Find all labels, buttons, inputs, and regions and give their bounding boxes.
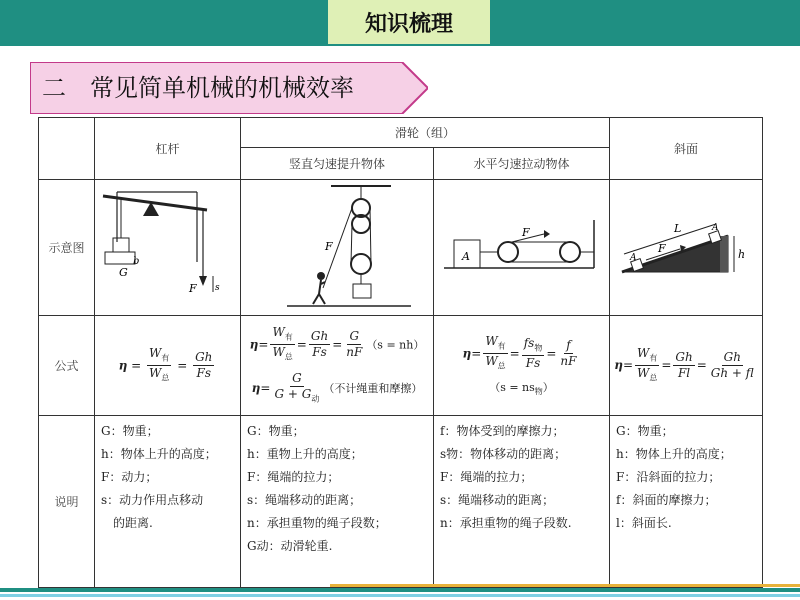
section-title: 二 常见简单机械的机械效率 [42,74,354,102]
explain-line: s：动力作用点移动 [101,493,204,507]
row-label-formula: 公式 [39,316,95,416]
incline-label-h: h [738,248,746,261]
lever-diagram-cell [95,180,241,316]
efficiency-table [38,117,762,585]
explain-line: F：绳端的拉力； [247,470,340,484]
explain-line: h：物体上升的高度； [101,447,217,461]
header-pulley-group: 滑轮（组） [241,118,610,148]
header-incline: 斜面 [610,118,763,180]
vertical-formula: η= $\frac{W_有}{W_总}$ = $\frac{Gh}{Fs}$ = $\frac{G}{nF}$ （s = nh） η= $\frac{G}{G + G_动}$ （不计绳重和摩擦） [241,316,434,416]
lever-label-s: s [215,283,220,293]
explain-line: G：物重； [101,424,159,438]
bottom-accent-teal [0,588,800,592]
section-banner [30,62,428,114]
pulley-horizontal-diagram [434,180,610,312]
horizontal-explain [434,416,610,588]
explain-line: l：斜面长. [616,516,672,530]
lever-diagram [95,180,241,312]
incline-label-A1: A [630,253,637,263]
incline-label-A2: A [712,223,719,233]
horizontal-label-F: F [522,226,530,239]
incline-formula: η= $\frac{W_有}{W_总}$ = $\frac{Gh}{Fl}$ = $\frac{Gh}{Gh + fl}$ [610,316,763,416]
explain-line: F：绳端的拉力； [440,470,533,484]
explain-line: s物：物体移动的距离； [440,447,567,461]
explain-line: f：物体受到的摩擦力； [440,424,565,438]
incline-label-F: F [658,242,666,255]
row-label-explain: 说明 [39,416,95,588]
vertical-label-F: F [325,240,333,253]
row-label-diagram: 示意图 [39,180,95,316]
explain-line: n：承担重物的绳子段数. [440,516,572,530]
horizontal-label-A: A [462,250,470,263]
lever-label-G: G [119,266,128,279]
header-tab: 知识梳理 [328,0,490,44]
explain-line: G动：动滑轮重. [247,539,333,553]
lever-explain [95,416,241,588]
incline-diagram [610,180,763,312]
bottom-accent-gold [330,584,800,587]
header-lever: 杠杆 [95,118,241,180]
explain-line: G：物重； [247,424,305,438]
vertical-diagram-cell [241,180,434,316]
explain-line: F：沿斜面的拉力； [616,470,721,484]
corner-cell [39,118,95,180]
incline-label-L: L [674,222,682,235]
horizontal-formula: η= $\frac{W_有}{W_总}$ = $\frac{fs_物}{Fs}$ = $\frac{f}{nF}$ $(s = ns_物)$ [434,316,610,416]
bottom-accent-blue [0,594,800,597]
explain-line: G：物重； [616,424,674,438]
explain-line: h：重物上升的高度； [247,447,363,461]
top-bar [0,0,800,46]
header-horizontal: 水平匀速拉动物体 [434,148,610,180]
explain-line: n：承担重物的绳子段数； [247,516,387,530]
incline-explain [610,416,763,588]
explain-line: f：斜面的摩擦力； [616,493,717,507]
lever-label-b: b [133,256,140,267]
explain-line: F：动力； [101,470,158,484]
explain-line: s：绳端移动的距离； [440,493,555,507]
vertical-explain [241,416,434,588]
explain-line: s：绳端移动的距离； [247,493,362,507]
explain-line: 的距离. [101,516,153,530]
horizontal-diagram-cell [434,180,610,316]
lever-formula: η = $\frac{W_有}{W_总}$ = $\frac{Gh}{Fs}$ [95,316,241,416]
header-vertical: 竖直匀速提升物体 [241,148,434,180]
explain-line: h：物体上升的高度； [616,447,732,461]
pulley-vertical-diagram [241,180,434,312]
incline-diagram-cell [610,180,763,316]
lever-label-F: F [189,282,197,295]
